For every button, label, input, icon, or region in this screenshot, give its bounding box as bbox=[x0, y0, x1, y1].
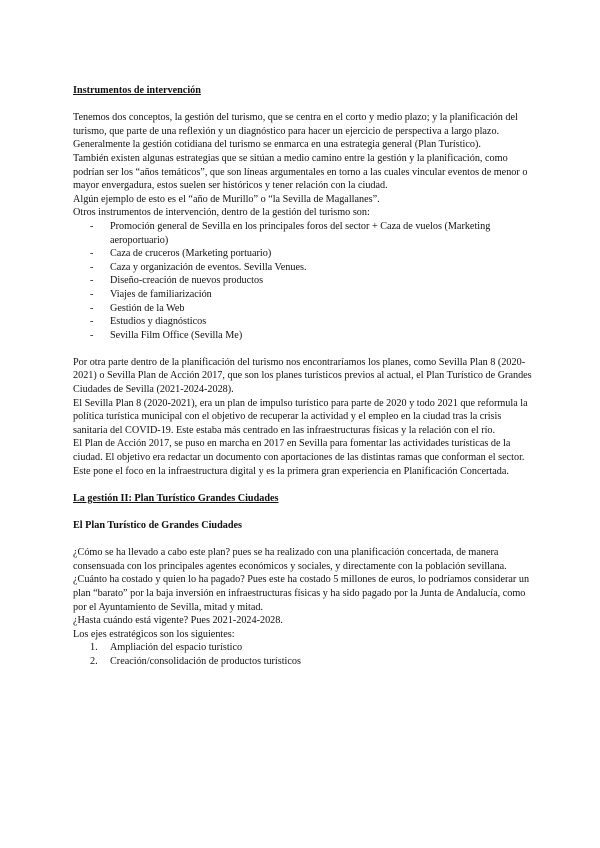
list-item: - Diseño-creación de nuevos productos bbox=[90, 274, 535, 288]
paragraph: El Sevilla Plan 8 (2020-2021), era un plan de impulso turístico para parte de 2020 y todo 2021 que reformula la política turística municipal con el objetivo de recuperar la actividad y el empleo en la ciudad tras la crisis sanitaria del COVID-19. Este estaba más centrado en las infraestructuras físicas y la relación con el río. bbox=[73, 397, 528, 436]
section-heading-gestion-ii: La gestión II: Plan Turístico Grandes Ciudades bbox=[73, 492, 279, 504]
list-item-text: Creación/consolidación de productos turísticos bbox=[110, 655, 301, 667]
paragraph: ¿Hasta cuándo está vigente? Pues 2021-2024-2028. bbox=[73, 615, 283, 627]
list-number: 1. bbox=[90, 642, 98, 654]
dash-list bbox=[73, 220, 535, 342]
list-number: 2. bbox=[90, 655, 98, 667]
paragraph: Por otra parte dentro de la planificación del turismo nos encontraríamos los planes, como Sevilla Plan 8 (2020-2021) o Sevilla Plan de Acción 2017, que son los planes turísticos previos al actual, el Plan Turístico de Grandes Ciudades de Sevilla (2021-2024-2028). bbox=[73, 356, 532, 396]
paragraph: El Plan de Acción 2017, se puso en marcha en 2017 en Sevilla para fomentar las actividades turísticas de la ciudad. El objetivo era redactar un documento con aportaciones de las distintas ramas que conforman el sector. Este pone el foco en la infraestructura digital y es la primera gran experiencia en Planificación Concertada. bbox=[73, 438, 525, 477]
list-item bbox=[90, 655, 535, 669]
document-body bbox=[73, 84, 535, 669]
list-item-text: Ampliación del espacio turístico bbox=[110, 642, 243, 654]
paragraph: Algún ejemplo de esto es el “año de Murillo” o “la Sevilla de Magallanes”. bbox=[73, 193, 380, 205]
paragraph: Los ejes estratégicos son los siguientes: bbox=[73, 628, 235, 640]
section-heading-instrumentos: Instrumentos de intervención bbox=[73, 85, 201, 96]
subheading-plan-turistico: El Plan Turístico de Grandes Ciudades bbox=[73, 520, 242, 531]
list-item: - Sevilla Film Office (Sevilla Me) bbox=[90, 329, 535, 343]
list-item: - Caza y organización de eventos. Sevilla Venues. bbox=[90, 261, 535, 275]
numbered-list bbox=[73, 641, 535, 668]
paragraph: Otros instrumentos de intervención, dentro de la gestión del turismo son: bbox=[73, 207, 370, 219]
paragraph: También existen algunas estrategias que se sitúan a medio camino entre la gestión y la planificación, como podrían ser los “años temáticos”, que son líneas argumentales en torno a las cuales vincular eventos de menor o mayor envergadura, estos suelen ser históricos y tener relación con la ciudad. bbox=[73, 152, 528, 192]
list-item: - Caza de cruceros (Marketing portuario) bbox=[90, 247, 535, 261]
list-item: - Gestión de la Web bbox=[90, 302, 535, 316]
list-item: - Promoción general de Sevilla en los principales foros del sector + Caza de vuelos (Marketing aeroportuario) bbox=[90, 220, 535, 247]
list-item: - Viajes de familiarización bbox=[90, 288, 535, 302]
paragraph: ¿Cuánto ha costado y quien lo ha pagado? Pues este ha costado 5 millones de euros, lo podríamos considerar un plan “barato” por la baja inversión en infraestructuras físicas y ha sido pagado por la Junta de Andalucía, como por el Ayuntamiento de Sevilla, mitad y mitad. bbox=[73, 574, 530, 613]
list-item bbox=[90, 641, 535, 655]
paragraph: Tenemos dos conceptos, la gestión del turismo, que se centra en el corto y medio plazo; y la planificación del turismo, que parte de una reflexión y un diagnóstico para hacer un ejercicio de perspectiva a largo plazo. Generalmente la gestión cotidiana del turismo se enmarca en una estrategia general (Plan Turístico). bbox=[73, 112, 518, 151]
paragraph: ¿Cómo se ha llevado a cabo este plan? pues se ha realizado con una planificación concertada, de manera consensuada con los principales agentes económicos y sociales, y directamente con la población sevillana. bbox=[73, 547, 507, 572]
list-item: - Estudios y diagnósticos bbox=[90, 315, 535, 329]
